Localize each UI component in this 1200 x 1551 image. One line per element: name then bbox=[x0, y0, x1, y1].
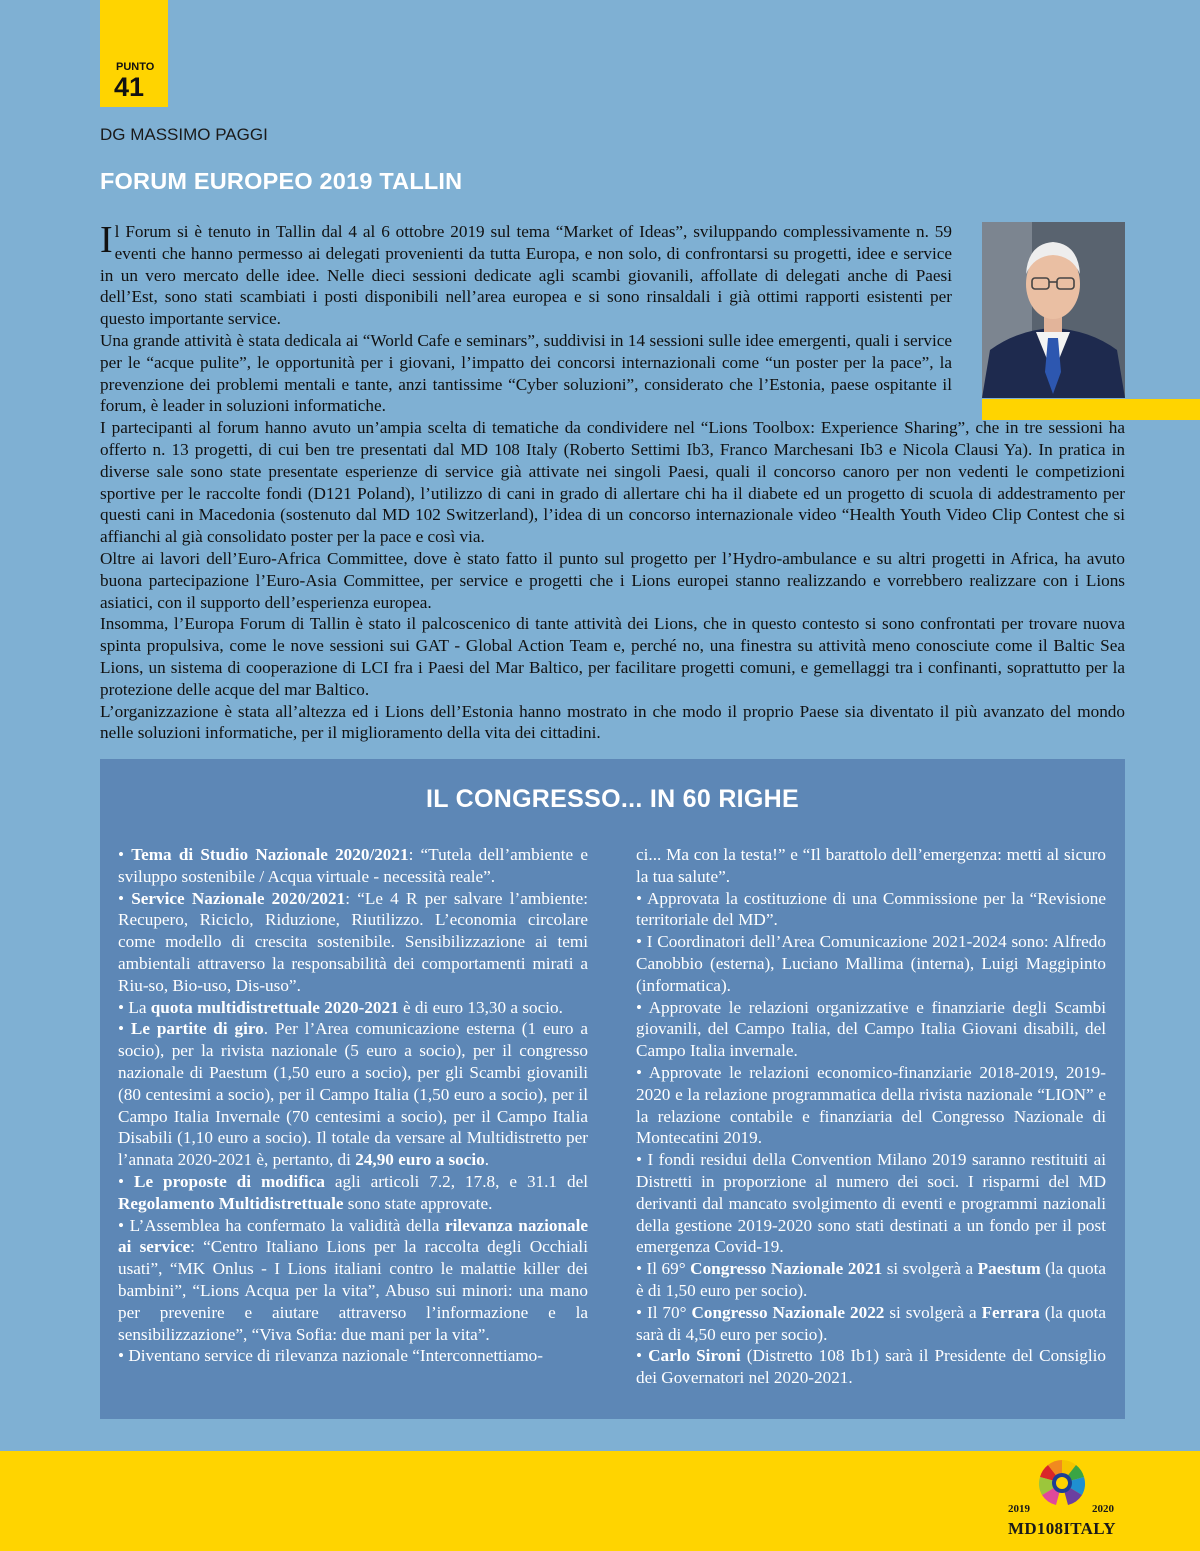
congress-item: • Il 69° Congresso Nazionale 2021 si svolgerà a Paestum (la quota è di 1,50 euro per socio). bbox=[636, 1259, 1106, 1300]
article-paragraph: Insomma, l’Europa Forum di Tallin è stato il palcoscenico di tante attività dei Lions, che in questo contesto si sono confrontati per trovare nuova spinta propulsiva, come le nove sessioni sui GAT - Global Action Team e, perché no, una finestra su attività meno conosciute come il Baltic Sea Lions, un sistema di cooperazione di LCI fra i Paesi del Mar Baltico, per facilitare progetti comuni, e gemellaggi tra i confinanti, soprattutto per la protezione delle acque del mar Baltico. bbox=[100, 614, 1125, 699]
badge-number: 41 bbox=[114, 72, 145, 102]
drop-cap: I bbox=[100, 219, 113, 261]
article-paragraph: Il Forum si è tenuto in Tallin dal 4 al 6 ottobre 2019 sul tema “Market of Ideas”, sviluppando complessivamente n. 59 eventi che hanno permesso ai delegati provenienti da tutta Europa, e non solo, di confrontarsi su progetti, idee e service in un vero mercato delle idee. Nelle dieci sessioni dedicate agli scambi giovanili, affollate di delegati anche di Paesi dell’Est, sono stati scambiati i posti disponibili nell’area europea e si sono rinsaldali i già ottimi rapporti esistenti per questo importante service. bbox=[100, 219, 952, 329]
congress-item: • La quota multidistrettuale 2020-2021 è di euro 13,30 a socio. bbox=[118, 997, 563, 1017]
article-body bbox=[100, 221, 1125, 744]
congress-item: • Le partite di giro. Per l’Area comunicazione esterna (1 euro a socio), per la rivista nazionale (5 euro a socio), per il congresso nazionale di Paestum (1,50 euro a socio), per gli Scambi giovanili (80 centesimi a socio), per il Campo Italia (1,50 euro a socio), per il Campo Italia Invernale (70 centesimi a socio), per il Campo Italia Disabili (1,10 euro a socio). Il totale da versare al Multidistretto per l’annata 2020-2021 è, pertanto, di 24,90 euro a socio. bbox=[118, 1019, 588, 1170]
congress-item: • I Coordinatori dell’Area Comunicazione 2021-2024 sono: Alfredo Canobbio (esterna), Luciano Mallima (interna), Luigi Maggipinto (informatica). bbox=[636, 932, 1106, 995]
congress-item: • Service Nazionale 2020/2021: “Le 4 R per salvare l’ambiente: Recupero, Riciclo, Riduzione, Riutilizzo. L’economia circolare come modello di crescita sostenibile. Sensibilizzazione ai temi ambientali attraverso la responsabilità dei comportamenti mirati a Riu-so, Bio-uso, Dis-uso”. bbox=[118, 888, 588, 995]
congress-item: • Le proposte di modifica agli articoli 7.2, 17.8, e 31.1 del Regolamento Multidistrettuale sono state approvate. bbox=[118, 1171, 588, 1213]
congress-item: • Tema di Studio Nazionale 2020/2021: “Tutela dell’ambiente e sviluppo sostenibile / Acqua virtuale - necessità reale”. bbox=[118, 845, 588, 886]
article-title: FORUM EUROPEO 2019 TALLIN bbox=[100, 168, 463, 194]
congress-item: • Approvate le relazioni economico-finanziarie 2018-2019, 2019-2020 e la relazione programmatica della rivista nazionale “LION” e la relazione contabile e finanziaria del Congresso Nazionale di Montecatini 2019. bbox=[636, 1062, 1106, 1148]
congress-title: IL CONGRESSO... IN 60 RIGHE bbox=[426, 785, 799, 813]
congress-item: • Il 70° Congresso Nazionale 2022 si svolgerà a Ferrara (la quota sarà di 4,50 euro per socio). bbox=[636, 1302, 1106, 1344]
congress-item: • Approvata la costituzione di una Commissione per la “Revisione territoriale del MD”. bbox=[636, 888, 1106, 930]
md108italy-logo bbox=[1000, 1457, 1130, 1549]
article-paragraph: I partecipanti al forum hanno avuto un’ampia scelta di tematiche da condividere nel “Lions Toolbox: Experience Sharing”, che in tre sessioni ha offerto n. 13 progetti, di cui ben tre presentati dal MD 108 Italy (Roberto Settimi Ib3, Franco Marchesani Ib3 e Nicola Clausi Ya). In pratica in diverse sale sono state presentate esperienze di service già attivate nei singoli Paesi, quali il concorso canoro per non vedenti le competizioni sportive per le raccolte fondi (D121 Poland), l’utilizzo di cani in grado di allertare chi ha il diabete ed un progetto di scuola di addestramento per questi cani in Macedonia (sostenuto dal MD 102 Switzerland), l’idea di un concorso internazionale video “Health Youth Video Clip Contest che si affianchi al già consolidato poster per la pace e così via. bbox=[100, 418, 1125, 547]
congress-right-column bbox=[636, 844, 1106, 1389]
congress-item: • Diventano service di rilevanza nazionale “Interconnettiamo- bbox=[118, 1346, 544, 1366]
congress-item: ci... Ma con la testa!” e “Il barattolo dell’emergenza: metti al sicuro la tua salute”. bbox=[636, 845, 1106, 886]
congress-item: • L’Assemblea ha confermato la validità della rilevanza nazionale ai service: “Centro Italiano Lions per la raccolta degli Occhiali usati”, “MK Onlus - I Lions italiani contro le malattie killer dei bambini”, “Lions Acqua per la vita”, Abuso sui minori: una mano per prevenire e aiutare attraverso l’informazione e la sensibilizzazione”, “Viva Sofia: due mani per la vita”. bbox=[118, 1215, 589, 1344]
article-paragraph: Oltre ai lavori dell’Euro-Africa Committee, dove è stato fatto il punto sul progetto per l’Hydro-ambulance e su altri progetti in Africa, ha avuto buona partecipazione l’Euro-Asia Committee, per service e progetti che i Lions europei stanno realizzando e vorrebbero realizzare con i Lions asiatici, con il supporto dell’esperienza europea. bbox=[100, 548, 1125, 612]
article-author: DG MASSIMO PAGGI bbox=[100, 125, 268, 144]
punto-badge bbox=[100, 0, 168, 107]
congress-item: • I fondi residui della Convention Milano 2019 saranno restituiti ai Distretti in proporzione al numero dei soci. I risparmi del MD derivanti dal mancato svolgimento di eventi e programmi nazionali della gestione 2019-2020 sono stati destinati a un fondo per il post emergenza Covid-19. bbox=[636, 1150, 1106, 1257]
logo-year-end: 2020 bbox=[1092, 1503, 1114, 1515]
congress-box bbox=[100, 759, 1125, 1419]
article-paragraph: L’organizzazione è stata all’altezza ed i Lions dell’Estonia hanno mostrato in che modo il proprio Paese sia diventato il più avanzato del mondo nelle soluzioni informatiche, per il miglioramento della vita dei cittadini. bbox=[100, 701, 1125, 743]
badge-label: PUNTO bbox=[116, 61, 155, 73]
congress-item: • Approvate le relazioni organizzative e finanziarie degli Scambi giovanili, del Campo Italia, del Campo Italia Giovani disabili, del Campo Italia invernale. bbox=[636, 997, 1106, 1061]
logo-year-start: 2019 bbox=[1008, 1503, 1030, 1515]
congress-left-column bbox=[118, 844, 588, 1367]
lions-emblem-icon bbox=[1000, 1457, 1130, 1507]
article-paragraph: Una grande attività è stata dedicala ai “World Cafe e seminars”, suddivisi in 14 sessioni sulle idee emergenti, quali i service per le “acque pulite”, le opportunità per i giovani, l’impatto dei concorsi internazionali come “un poster per la pace”, la prevenzione dei problemi mentali e tante, anzi tantissime “Cyber soluzioni”, considerato che l’Estonia, paese ospitante il forum, è leader in soluzioni informatiche. bbox=[100, 330, 952, 416]
congress-item: • Carlo Sironi (Distretto 108 Ib1) sarà il Presidente del Consiglio dei Governatori nel 2020-2021. bbox=[636, 1346, 1106, 1388]
logo-name: MD108ITALY bbox=[1008, 1519, 1116, 1538]
